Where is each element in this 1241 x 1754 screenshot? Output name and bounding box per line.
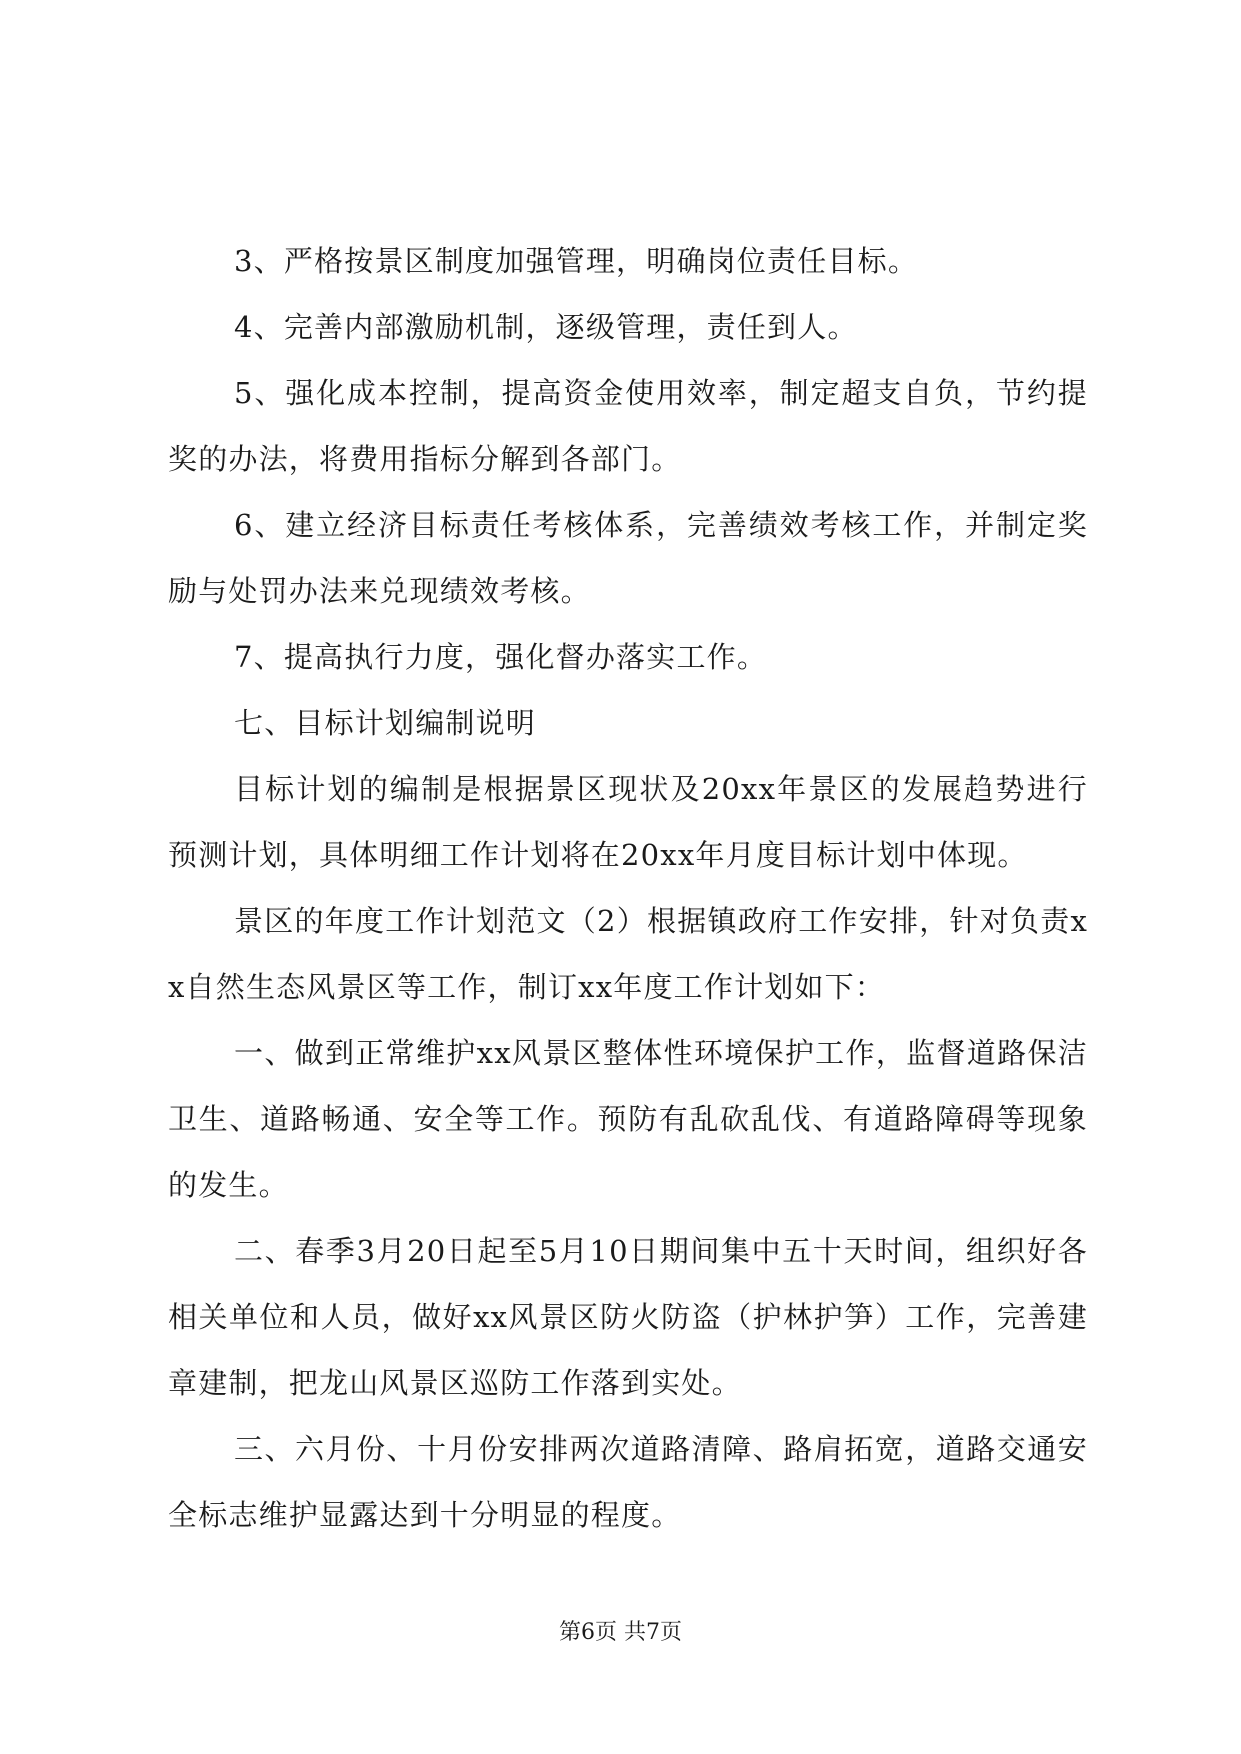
- paragraph-item-7: 7、提高执行力度，强化督办落实工作。: [234, 640, 768, 674]
- paragraph-plan-explanation: 目标计划的编制是根据景区现状及20xx年景区的发展趋势进行预测计划，具体明细工作计划将在20xx年月度目标计划中体现。: [168, 772, 1088, 872]
- section-heading-7: 七、目标计划编制说明: [234, 706, 537, 740]
- paragraph-item-6: 6、建立经济目标责任考核体系，完善绩效考核工作，并制定奖励与处罚办法来兑现绩效考核。: [168, 508, 1088, 608]
- paragraph-sample-intro: 景区的年度工作计划范文（2）根据镇政府工作安排，针对负责xx自然生态风景区等工作，制订xx年度工作计划如下：: [168, 904, 1088, 1004]
- paragraph-task-1: 一、做到正常维护xx风景区整体性环境保护工作，监督道路保洁卫生、道路畅通、安全等工作。预防有乱砍乱伐、有道路障碍等现象的发生。: [168, 1036, 1088, 1202]
- document-body: [168, 228, 1088, 1548]
- paragraph-task-2: 二、春季3月20日起至5月10日期间集中五十天时间，组织好各相关单位和人员，做好xx风景区防火防盗（护林护笋）工作，完善建章建制，把龙山风景区巡防工作落到实处。: [168, 1234, 1088, 1400]
- paragraph-item-3: 3、严格按景区制度加强管理，明确岗位责任目标。: [234, 244, 919, 278]
- paragraph-item-5: 5、强化成本控制，提高资金使用效率，制定超支自负，节约提奖的办法，将费用指标分解到各部门。: [168, 376, 1088, 476]
- paragraph-item-4: 4、完善内部激励机制，逐级管理，责任到人。: [234, 310, 858, 344]
- paragraph-task-3: 三、六月份、十月份安排两次道路清障、路肩拓宽，道路交通安全标志维护显露达到十分明显的程度。: [168, 1432, 1088, 1532]
- page-footer: 第6页 共7页: [559, 1620, 682, 1645]
